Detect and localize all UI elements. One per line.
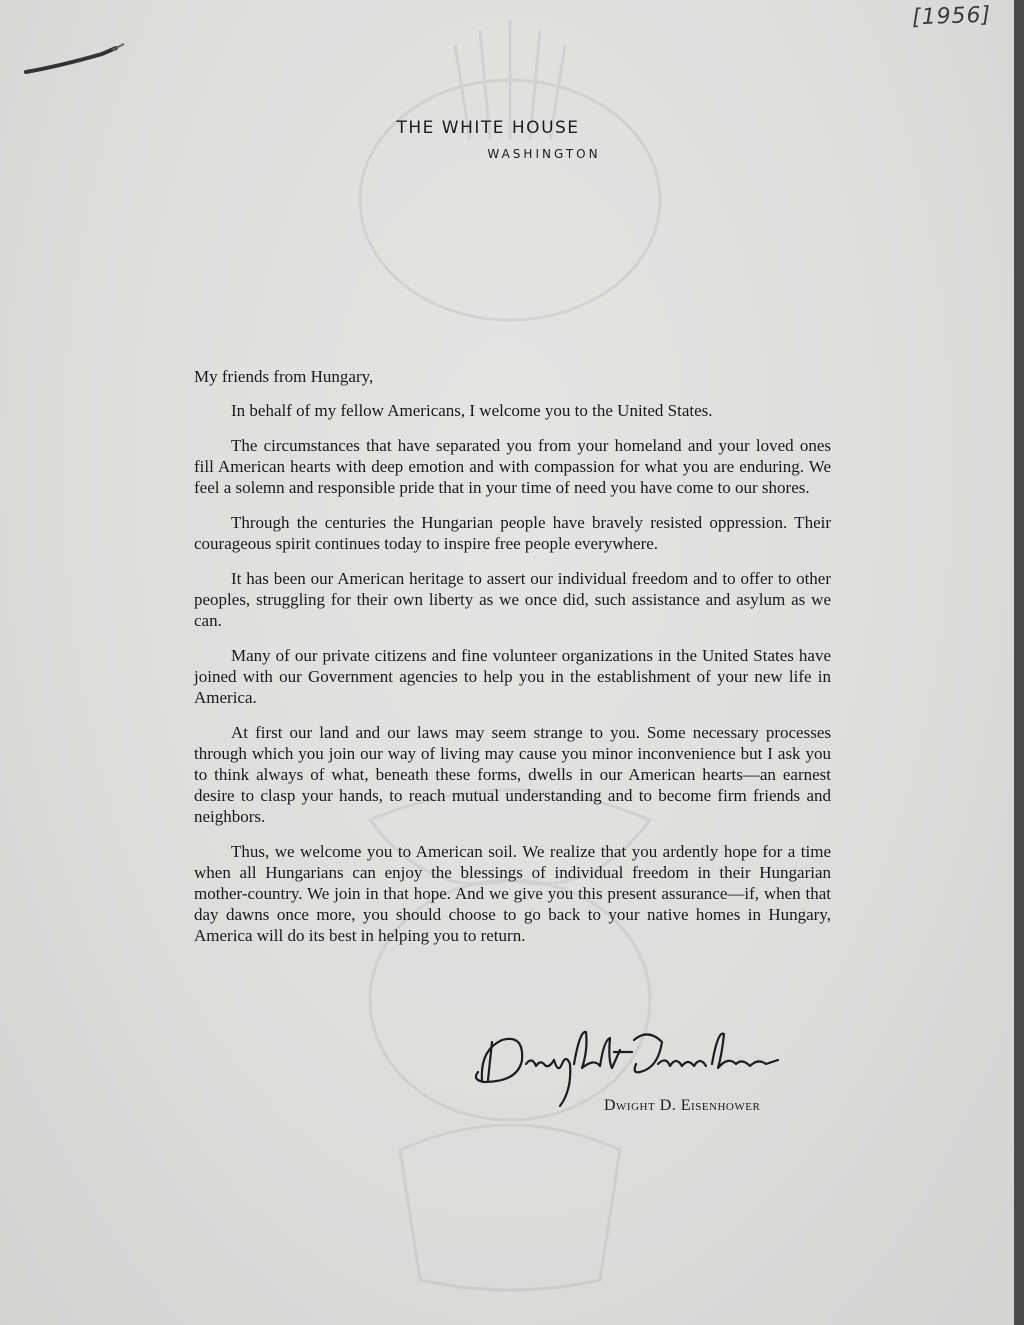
salutation: My friends from Hungary, — [194, 367, 374, 386]
signer-name: Dwight D. Eisenhower — [604, 1097, 761, 1114]
paragraph-2: The circumstances that have separated you from your homeland and your loved ones fill American hearts with deep emotion and with compassion for what you are enduring. We feel a solemn and responsible pride that in your time of need you have come to our shores. — [194, 436, 831, 497]
letterhead-subtitle: WASHINGTON — [487, 147, 601, 161]
paragraph-6: At first our land and our laws may seem strange to you. Some necessary processes through which you join our way of living may cause you minor inconvenience but I ask you to think always of what, beneath these forms, dwells in our American hearts—an earnest desire to clasp your hands, to reach mutual understanding and to become firm friends and neighbors. — [194, 723, 831, 826]
scan-edge — [1014, 0, 1024, 1325]
letterhead-title: THE WHITE HOUSE — [396, 118, 580, 138]
letter-body — [194, 366, 831, 960]
pencil-mark — [20, 30, 140, 80]
paragraph-1: In behalf of my fellow Americans, I welcome you to the United States. — [231, 401, 713, 420]
paragraph-3: Through the centuries the Hungarian people have bravely resisted oppression. Their courageous spirit continues today to inspire free people everywhere. — [194, 513, 831, 553]
archive-year-annotation: [1956] — [911, 2, 992, 31]
paragraph-7: Thus, we welcome you to American soil. We realize that you ardently hope for a time when all Hungarians can enjoy the blessings of individual freedom in their Hungarian mother-country. We join in that hope. And we give you this present assurance—if, when that day dawns once more, you should choose to go back to your native homes in Hungary, America will do its best in helping you to return. — [194, 842, 831, 945]
paragraph-4: It has been our American heritage to assert our individual freedom and to offer to other peoples, struggling for their own liberty as we once did, such assistance and asylum as we can. — [194, 569, 831, 630]
paragraph-5: Many of our private citizens and fine volunteer organizations in the United States have joined with our Government agencies to help you in the establishment of your new life in America. — [194, 646, 831, 707]
